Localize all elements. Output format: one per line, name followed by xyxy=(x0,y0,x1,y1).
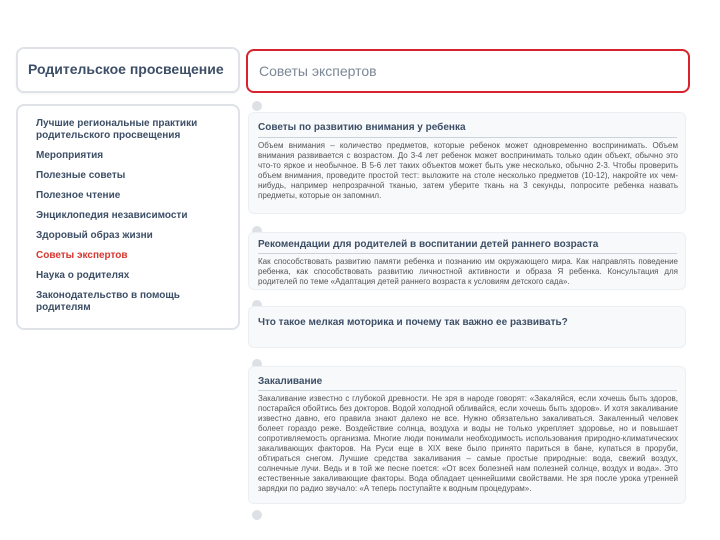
left-panel-title-box xyxy=(16,47,240,93)
article-card xyxy=(248,232,686,290)
sidebar-item-legislation[interactable]: Законодательство в помощь родителям xyxy=(36,290,180,313)
article-title[interactable]: Закаливание xyxy=(258,376,323,387)
article-card xyxy=(248,112,686,214)
sidebar-menu xyxy=(16,104,240,330)
article-title[interactable]: Рекомендации для родителей в воспитании детей раннего возраста xyxy=(258,239,599,250)
sidebar-item-useful-tips[interactable]: Полезные советы xyxy=(36,170,126,181)
left-panel-title: Родительское просвещение xyxy=(28,61,224,77)
sidebar-item-healthy-lifestyle[interactable]: Здоровый образ жизни xyxy=(36,230,153,241)
sidebar-item-events[interactable]: Мероприятия xyxy=(36,150,104,161)
article-title[interactable]: Советы по развитию внимания у ребенка xyxy=(258,122,466,133)
page-header-box xyxy=(246,49,690,93)
article-title[interactable]: Что такое мелкая моторика и почему так важно ее развивать? xyxy=(258,317,568,328)
sidebar-item-parent-science[interactable]: Наука о родителях xyxy=(36,270,130,281)
sidebar-item-useful-reading[interactable]: Полезное чтение xyxy=(36,190,121,201)
bullet-dot xyxy=(252,510,262,520)
page-title: Советы экспертов xyxy=(259,63,377,79)
article-text: Закаливание известно с глубокой древности. Не зря в народе говорят: «Закаляйся, если хочешь быть здоров, постарайся обойтись без докторов. Водой холодной обливайся, если хочешь быть здоров». И хотя закаливание известно давно, его правила знают далеко не все. Нужно обязательно закаливаться. Закаленный человек болеет гораздо реже. Воздействие солнца, воздуха и воды не только укрепляет здоровье, но и повышает сопротивляемость организма. Многие люди понимали необходимость использования природно-климатических закаливающих факторов. На Руси еще в XIX веке было принято париться в бане, купаться в проруби, обтираться снегом. Лучшие средства закаливания – самые простые природные: вода, свежий воздух, солнечные лучи. Ведь и в той же песне поется: «От всех болезней нам полезней солнце, воздух и вода». Это естественные закаливающие факторы. Вода обладает ценнейшими свойствами. Не зря после урока утренней зарядки по радио звучало: «А теперь поступайте к водным процедурам». xyxy=(258,394,678,493)
sidebar-item-encyclopedia[interactable]: Энциклопедия независимости xyxy=(36,210,188,221)
divider xyxy=(258,253,677,254)
article-card xyxy=(248,366,686,504)
divider xyxy=(258,137,677,138)
article-text: Как способствовать развитию памяти ребенка и познанию им окружающего мира. Как направлять поведение ребенка, как способствовать развитию личностной активности и образа Я ребенка. Консультация для родителей по теме «Адаптация детей раннего возраста к условиям детского сада». xyxy=(258,257,678,286)
article-card xyxy=(248,306,686,348)
sidebar-item-best-practices[interactable]: Лучшие региональные практики родительского просвещения xyxy=(36,118,198,141)
divider xyxy=(258,390,677,391)
article-text: Объем внимания – количество предметов, которые ребенок может одновременно воспринимать. Объем внимания развивается с возрастом. До 3-4 лет ребенок может воспринимать только один объект, обычно это что-то яркое и необычное. В 5-6 лет таких объектов может быть уже несколько, обычно 2-3. Чтобы проверить объем внимания, проведите простой тест: выложите на столе несколько предметов (10-12), накройте их чем-нибудь, например непрозрачной тканью, затем уберите ткань на 3 секунды, попросите ребенка назвать предметы, которые он запомнил. xyxy=(258,141,678,200)
sidebar-item-expert-advice[interactable]: Советы экспертов xyxy=(36,250,128,261)
bullet-dot xyxy=(252,101,262,111)
